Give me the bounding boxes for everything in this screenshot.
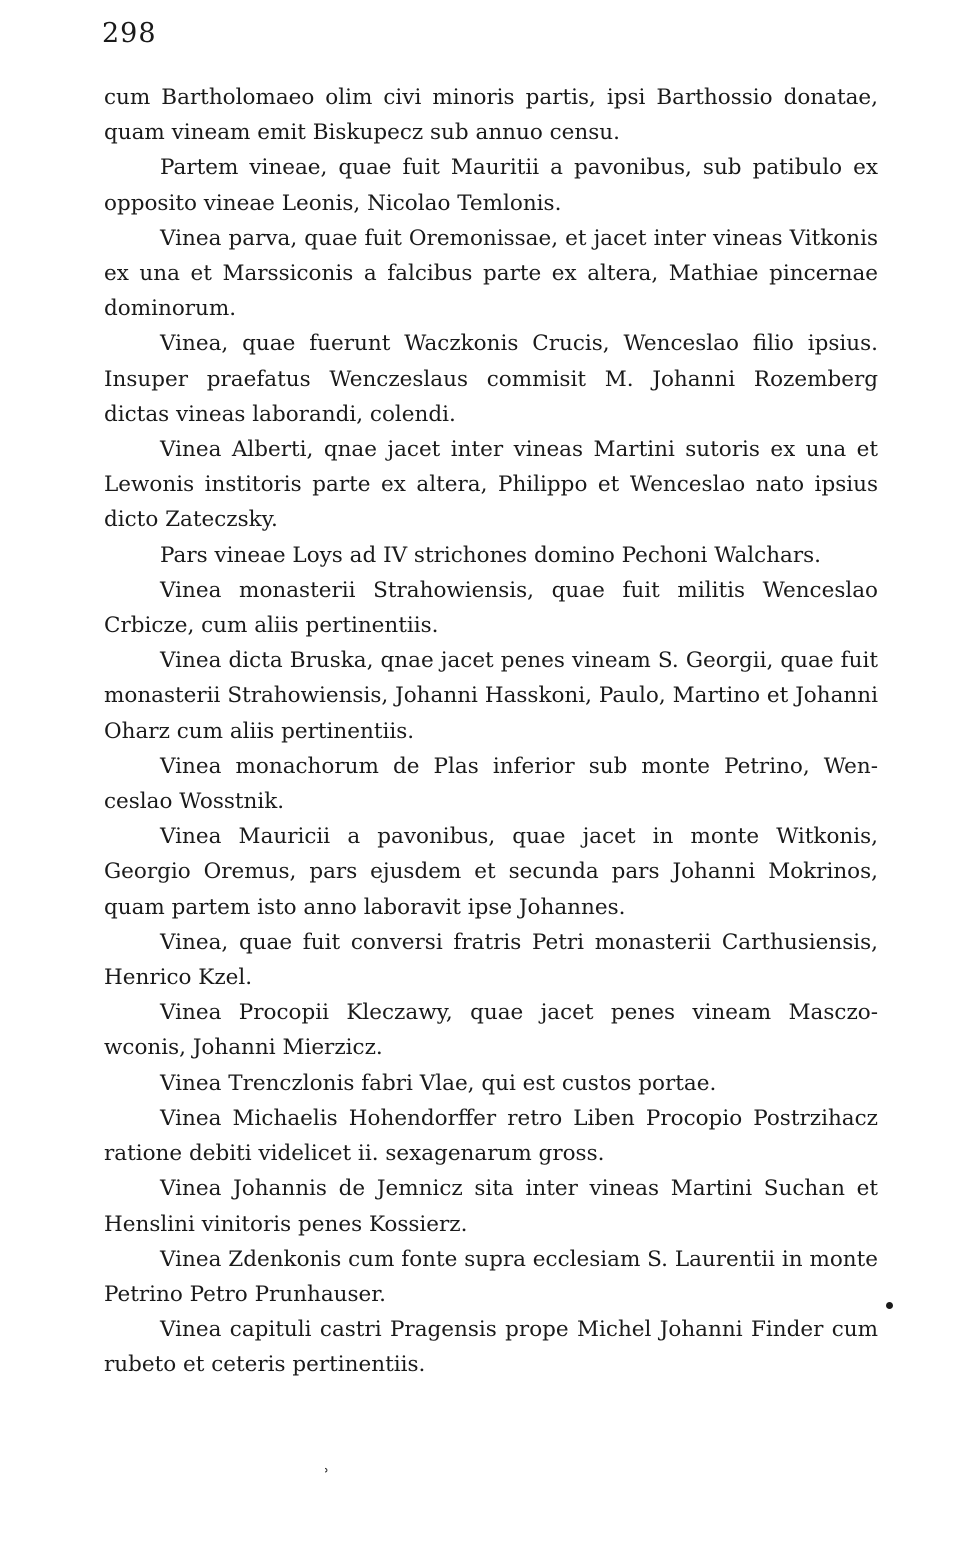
page-number: 298 (102, 18, 157, 49)
paragraph: Vinea Alberti, qnae jacet inter vineas Martini sutoris ex una et Lewonis institoris parte ex altera, Philippo et Wenceslao nato ipsius dicto Zateczsky. (104, 437, 878, 533)
paragraph: Vinea Michaelis Hohendorffer retro Liben Procopio Postrzihacz ratione debiti videlicet ii. sexagenarum gross. (104, 1105, 878, 1167)
paragraph: Vinea parva, quae fuit Oremonissae, et jacet inter vineas Vitkonis ex una et Marssiconis a falcibus parte ex altera, Mathiae pincernae dominorum. (104, 225, 878, 322)
paragraph: Vinea monachorum de Plas inferior sub monte Petrino, Wenceslao Wosstnik. (104, 753, 878, 815)
paragraph: Partem vineae, quae fuit Mauritii a pavonibus, sub patibulo ex opposito vineae Leonis, Nicolao Temlonis. (104, 155, 878, 216)
paragraph: Vinea Trenczlonis fabri Vlae, qui est custos portae. (160, 1070, 717, 1096)
paragraph: Vinea Mauricii a pavonibus, quae jacet in monte Witkonis, Georgio Oremus, pars ejusdem et secunda pars Johanni Mokrinos, quam partem isto anno laboravit ipse Johannes. (104, 824, 878, 920)
paragraph: Pars vineae Loys ad IV strichones domino Pechoni Walchars. (160, 542, 822, 568)
paragraph: Vinea dicta Bruska, qnae jacet penes vineam S. Georgii, quae fuit monasterii Strahowiensis, Johanni Hasskoni, Paulo, Martino et Johanni Oharz cum aliis pertinentiis. (104, 648, 878, 744)
ink-dot-mark (886, 1302, 893, 1309)
paragraph: cum Bartholomaeo olim civi minoris partis, ipsi Barthossio donatae, quam vineam emit Biskupecz sub annuo censu. (104, 85, 878, 146)
paragraph: Vinea Zdenkonis cum fonte supra ecclesiam S. Laurentii in monte Petrino Petro Prunhauser. (104, 1246, 878, 1307)
paragraph: Vinea Johannis de Jemnicz sita inter vineas Martini Suchan et Henslini vinitoris penes Kossierz. (104, 1176, 878, 1237)
body-text (104, 80, 878, 1383)
paragraph: Vinea, quae fuerunt Waczkonis Crucis, Wenceslao filio ipsius. Insuper praefatus Wenczeslaus commisit M. Johanni Rozemberg dictas vineas laborandi, colendi. (104, 331, 878, 427)
paragraph: Vinea monasterii Strahowiensis, quae fuit militis Wenceslao Crbicze, cum aliis pertinentiis. (104, 577, 878, 639)
paragraph: Vinea capituli castri Pragensis prope Michel Johanni Finder cum rubeto et ceteris pertinentiis. (104, 1317, 878, 1378)
paragraph: Vinea Procopii Kleczawy, quae jacet penes vineam Masczowconis, Johanni Mierzicz. (104, 1000, 878, 1061)
ink-speck-mark: ˒ (324, 1461, 330, 1482)
paragraph: Vinea, quae fuit conversi fratris Petri monasterii Carthusiensis, Henrico Kzel. (104, 929, 878, 991)
